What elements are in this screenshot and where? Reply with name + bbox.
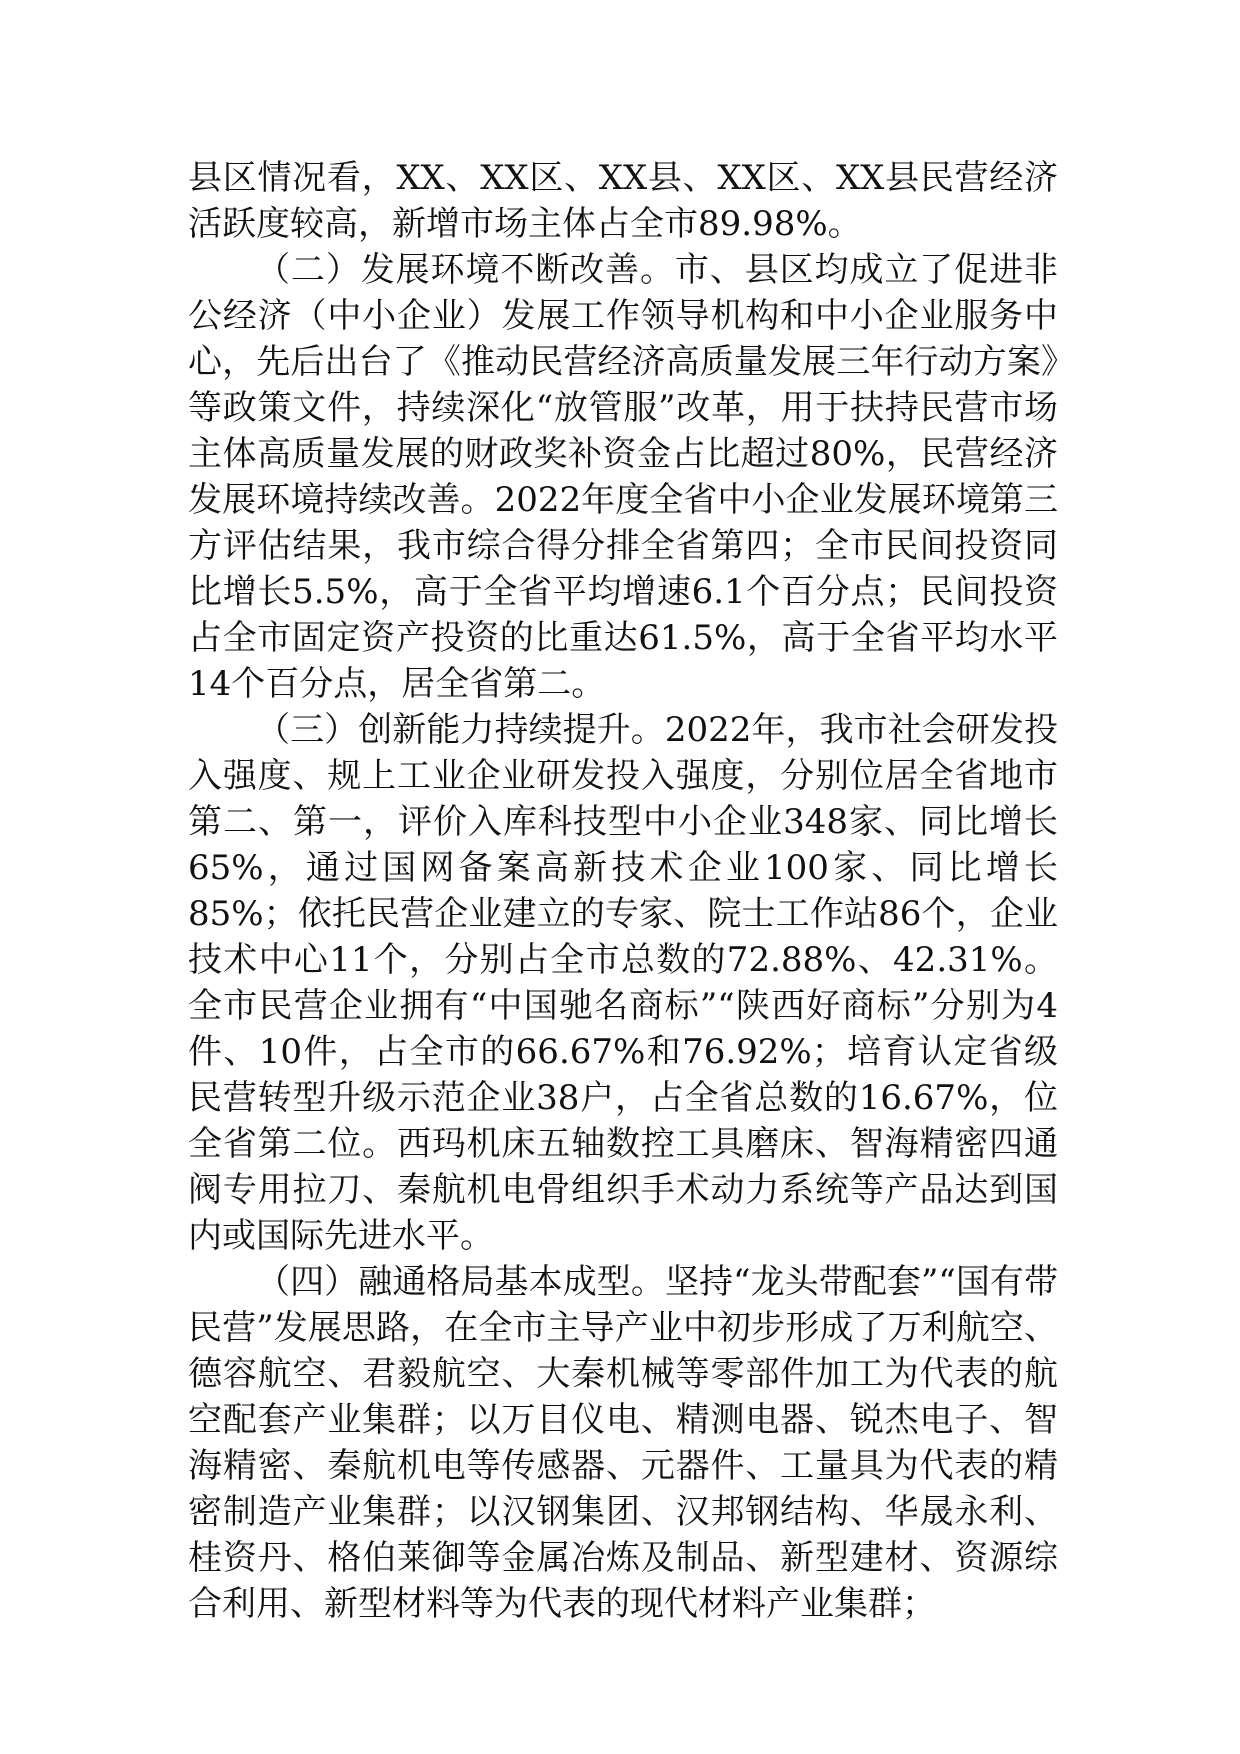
paragraph-integration-pattern: （四）融通格局基本成型。坚持“龙头带配套”“国有带民营”发展思路，在全市主导产业中初步形成了万利航空、德容航空、君毅航空、大秦机械等零部件加工为代表的航空配套产业集群；以万目仪电、精测电器、锐杰电子、智海精密、秦航机电等传感器、元器件、工量具为代表的精密制造产业集群；以汉钢集团、汉邦钢结构、华晟永利、桂资丹、格伯莱御等金属冶炼及制品、新型建材、资源综合利用、新型材料等为代表的现代材料产业集群； <box>188 1262 1058 1624</box>
paragraph-development-environment: （二）发展环境不断改善。市、县区均成立了促进非公经济（中小企业）发展工作领导机构和中小企业服务中心，先后出台了《推动民营经济高质量发展三年行动方案》等政策文件，持续深化“放管服”改革，用于扶持民营市场主体高质量发展的财政奖补资金占比超过80%，民营经济发展环境持续改善。2022年度全省中小企业发展环境第三方评估结果，我市综合得分排全省第四；全市民间投资同比增长5.5%，高于全省平均增速6.1个百分点；民间投资占全市固定资产投资的比重达61.5%，高于全省平均水平14个百分点，居全省第二。 <box>188 250 1058 704</box>
paragraph-continuation: 县区情况看，XX、XX区、XX县、XX区、XX县民营经济活跃度较高，新增市场主体占全市89.98%。 <box>188 158 1058 244</box>
paragraph-innovation-capability: （三）创新能力持续提升。2022年，我市社会研发投入强度、规上工业企业研发投入强度，分别位居全省地市第二、第一，评价入库科技型中小企业348家、同比增长65%，通过国网备案高新技术企业100家、同比增长85%；依托民营企业建立的专家、院士工作站86个，企业技术中心11个，分别占全市总数的72.88%、42.31%。全市民营企业拥有“中国驰名商标”“陕西好商标”分别为4件、10件，占全市的66.67%和76.92%；培育认定省级民营转型升级示范企业38户，占全省总数的16.67%，位全省第二位。西玛机床五轴数控工具磨床、智海精密四通阀专用拉刀、秦航机电骨组织手术动力系统等产品达到国内或国际先进水平。 <box>188 710 1058 1256</box>
document-page <box>188 155 1058 1627</box>
